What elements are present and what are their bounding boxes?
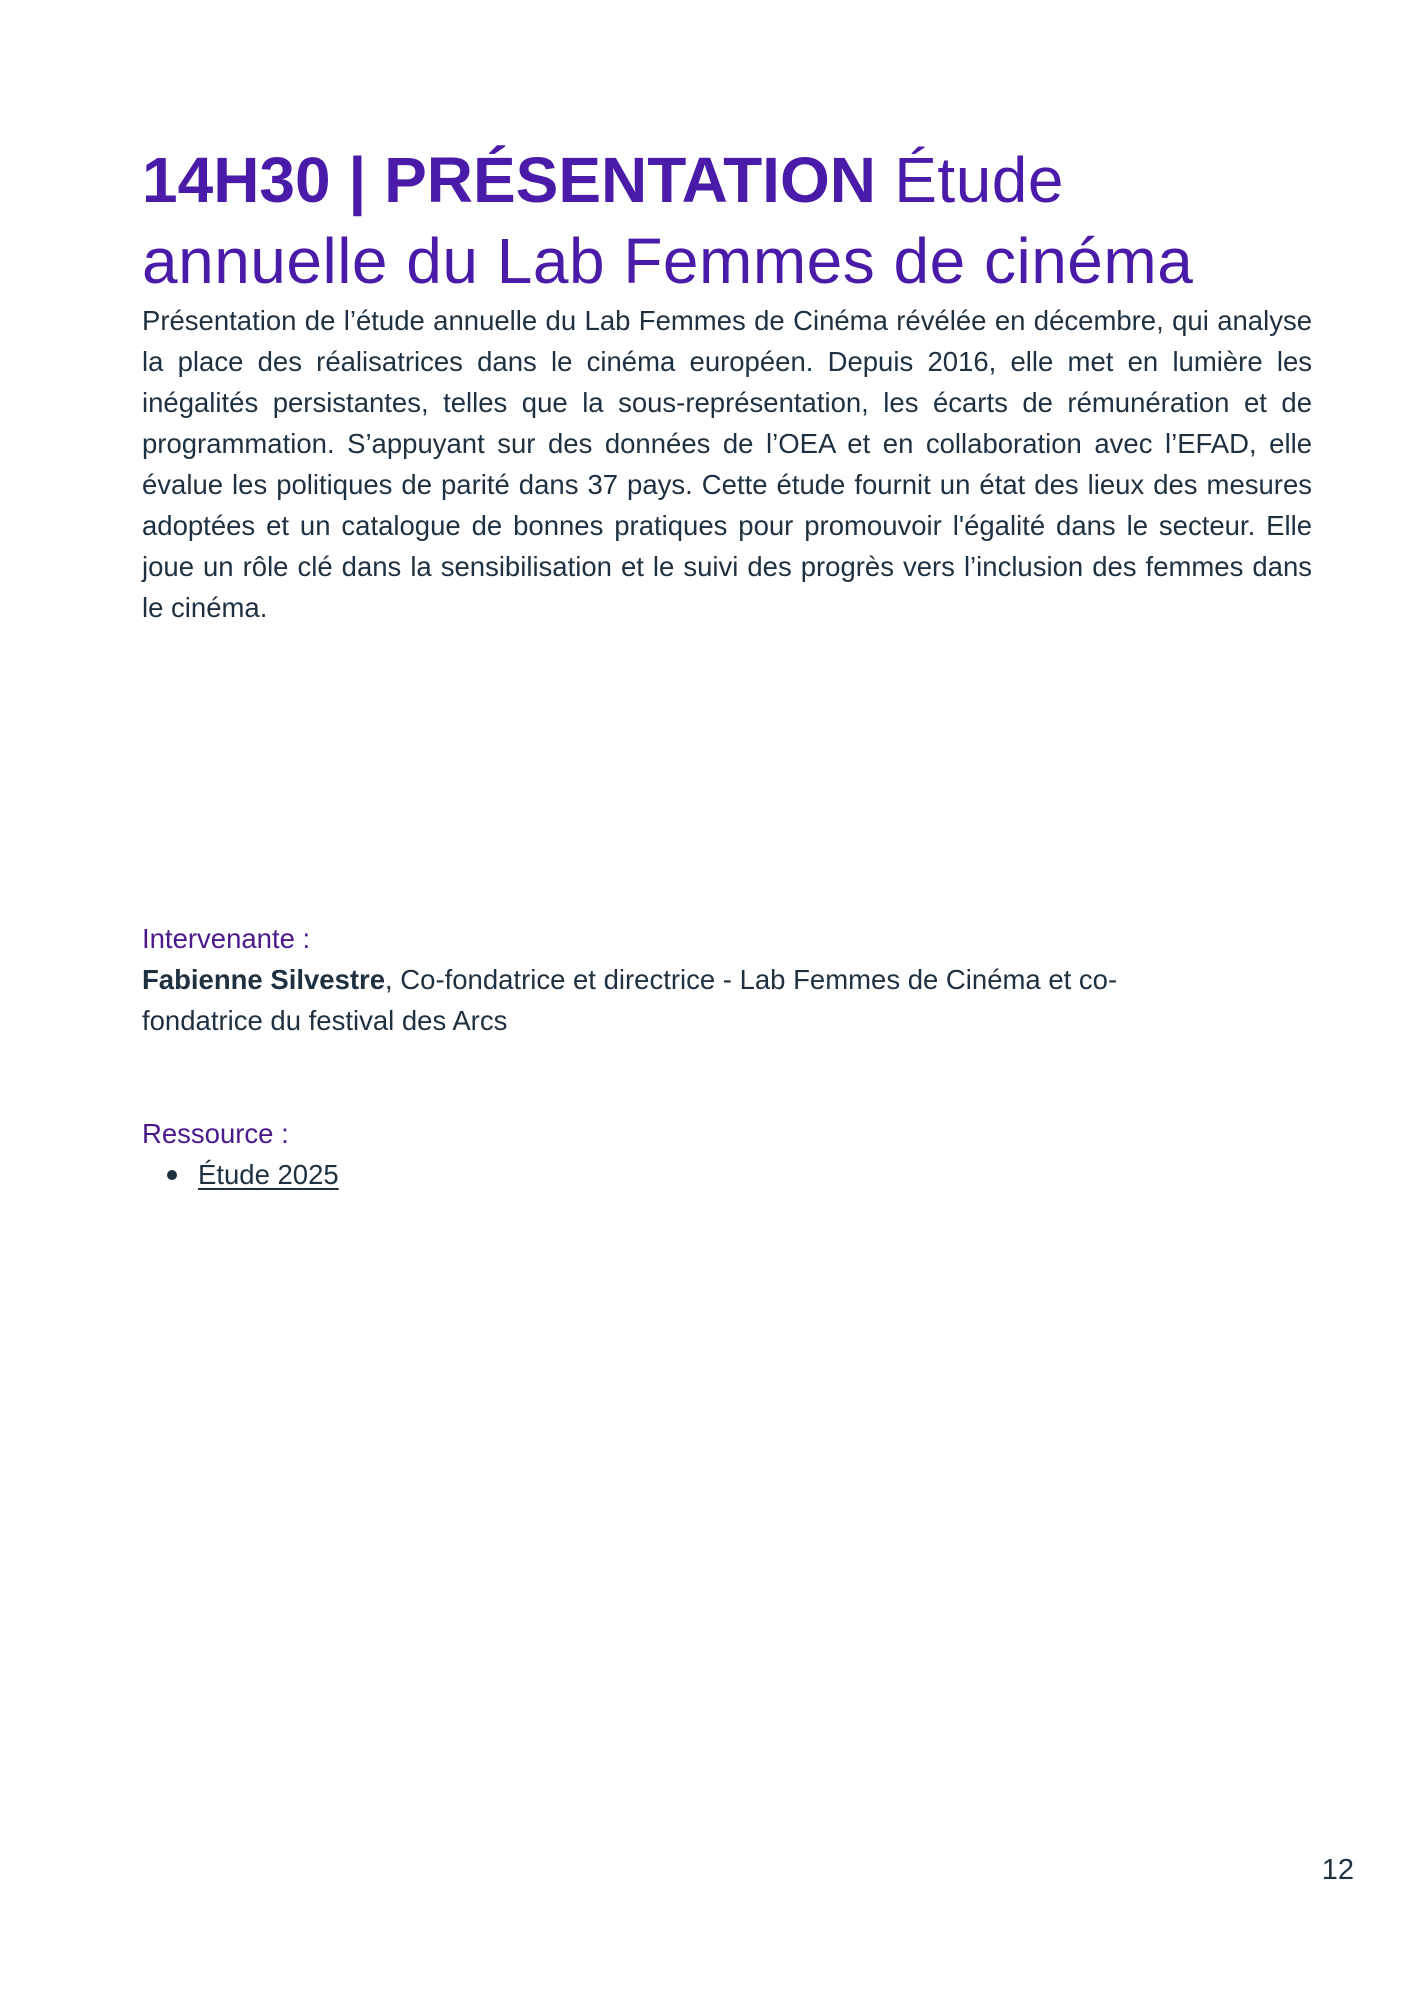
speaker-name: Fabienne Silvestre — [142, 964, 386, 995]
speaker-info — [142, 959, 1192, 1041]
resource-list — [142, 1154, 339, 1195]
resource-item — [142, 1154, 339, 1195]
speaker-label: Intervenante : — [142, 923, 311, 954]
page-number: 12 — [1321, 1854, 1354, 1886]
session-time-and-type: 14H30 | PRÉSENTATION — [142, 144, 876, 216]
resource-link-etude-2025[interactable]: Étude 2025 — [198, 1159, 339, 1190]
session-description: Présentation de l’étude annuelle du Lab Femmes de Cinéma révélée en décembre, qui analyse la place des réalisatrices dans le cinéma européen. Depuis 2016, elle met en lumière les inégalités persistantes, telles que la sous-représentation, les écarts de rémunération et de programmation. S’appuyant sur des données de l’OEA et en collaboration avec l’EFAD, elle évalue les politiques de parité dans 37 pays. Cette étude fournit un état des lieux des mesures adoptées et un catalogue de bonnes pratiques pour promouvoir l'égalité dans le secteur. Elle joue un rôle clé dans la sensibilisation et le suivi des progrès vers l’inclusion des femmes dans le cinéma. — [142, 305, 1312, 623]
bullet-icon — [167, 1170, 177, 1180]
session-heading — [142, 140, 1312, 302]
speaker-role: , Co-fondatrice et directrice - Lab Femmes de Cinéma et co-fondatrice du festival des Arcs — [142, 964, 1118, 1036]
session-title: Étude annuelle du Lab Femmes de cinéma — [142, 144, 1194, 297]
resource-label: Ressource : — [142, 1118, 289, 1149]
